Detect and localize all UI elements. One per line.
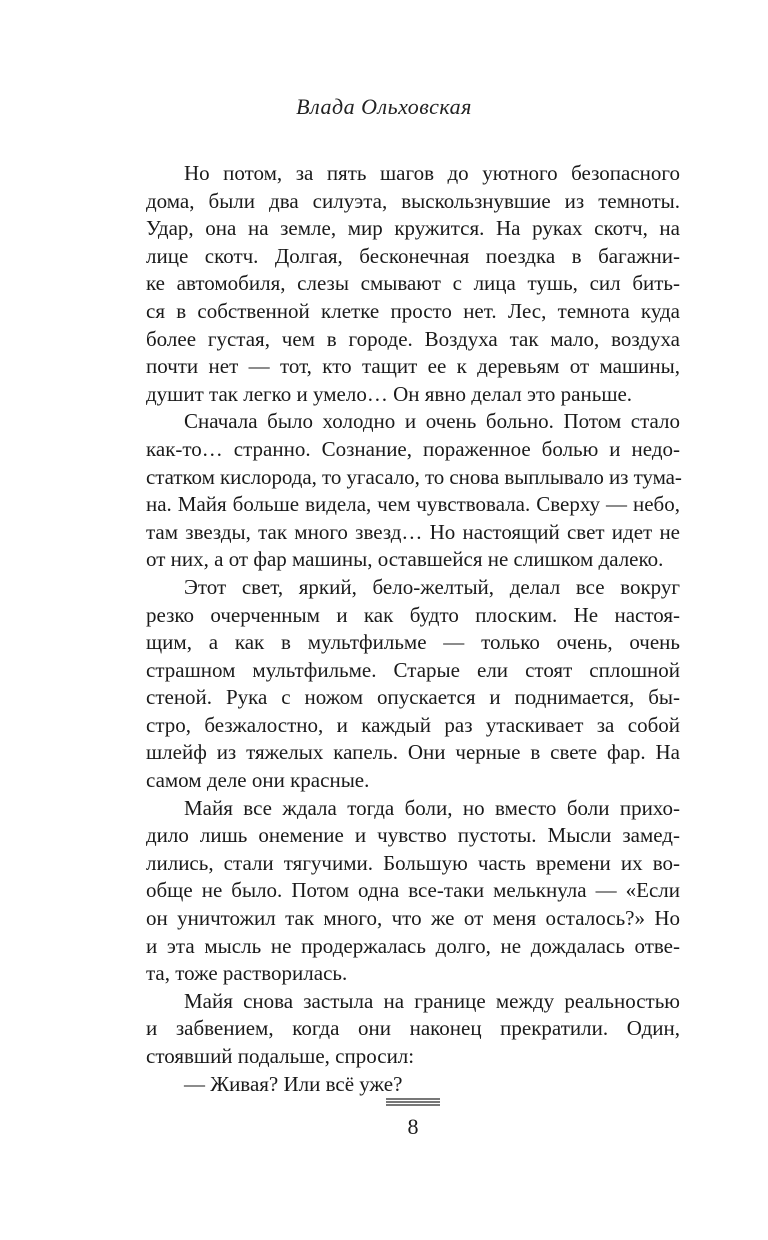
text-line: Майя все ждала тогда боли, но вместо боли прихо- [184,795,680,820]
text-line: и эта мысль не продержалась долго, не дождалась отве- [146,933,680,958]
text-line: обще не было. Потом одна все-таки мелькнула — «Если [146,878,680,903]
text-line: самом деле они красные. [146,768,370,793]
text-line: ке автомобиля, слезы смывают с лица тушь, сил бить- [146,271,680,296]
text-line: Этот свет, яркий, бело-желтый, делал все вокруг [184,574,680,599]
running-head: Влада Ольховская [296,94,472,119]
text-line: Удар, она на земле, мир кружится. На руках скотч, на [146,216,680,241]
text-line: щим, а как в мультфильме — только очень, очень [146,630,680,655]
text-line: почти нет — тот, кто тащит ее к деревьям от машины, [146,354,680,379]
text-line: лице скотч. Долгая, бесконечная поездка в багажни- [146,243,680,268]
text-line: там звезды, так много звезд… Но настоящий свет идет не [146,519,680,544]
text-line: на. Майя больше видела, чем чувствовала. Сверху — небо, [146,492,680,517]
text-line: стро, безжалостно, и каждый раз утаскивает за собой [146,712,680,737]
page-number: 8 [407,1114,419,1139]
text-line: Но потом, за пять шагов до уютного безопасного [184,161,680,185]
text-line: статком кислорода, то угасало, то снова выплывало из тума- [146,464,682,489]
text-line: Сначала было холодно и очень больно. Потом стало [184,409,680,434]
text-line: страшном мультфильме. Старые ели стоят сплошной [146,657,680,682]
text-line: от них, а от фар машины, оставшейся не слишком далеко. [146,547,664,572]
text-line: резко очерченным и как будто плоским. Не настоя- [146,602,680,627]
text-line: лились, стали тягучими. Большую часть времени их во- [146,850,680,875]
text-line: душит так легко и умело… Он явно делал это раньше. [146,381,633,406]
text-line: более густая, чем в городе. Воздуха так мало, воздуха [146,326,680,351]
text-line: Майя снова застыла на границе между реальностью [184,988,680,1013]
text-line: стоявший подальше, спросил: [146,1044,415,1068]
text-line: ся в собственной клетке просто нет. Лес, темнота куда [146,298,680,323]
text-line: и забвением, когда они наконец прекратили. Один, [146,1016,680,1041]
text-line: как-то… странно. Сознание, пораженное болью и недо- [146,436,680,461]
text-line: дило лишь онемение и чувство пустоты. Мысли замед- [146,823,680,848]
text-line: дома, были два силуэта, выскользнувшие из темноты. [146,188,680,213]
text-line: он уничтожил так много, что же от меня осталось?» Но [146,906,680,931]
text-line: стеной. Рука с ножом опускается и поднимается, бы- [146,685,680,710]
text-line: та, тоже растворилась. [146,961,348,986]
text-line: шлейф из тяжелых капель. Они черные в свете фар. На [146,740,680,765]
text-line: — Живая? Или всё уже? [184,1071,403,1096]
body-text [146,160,680,1098]
folio-ornament-rule [386,1098,440,1106]
